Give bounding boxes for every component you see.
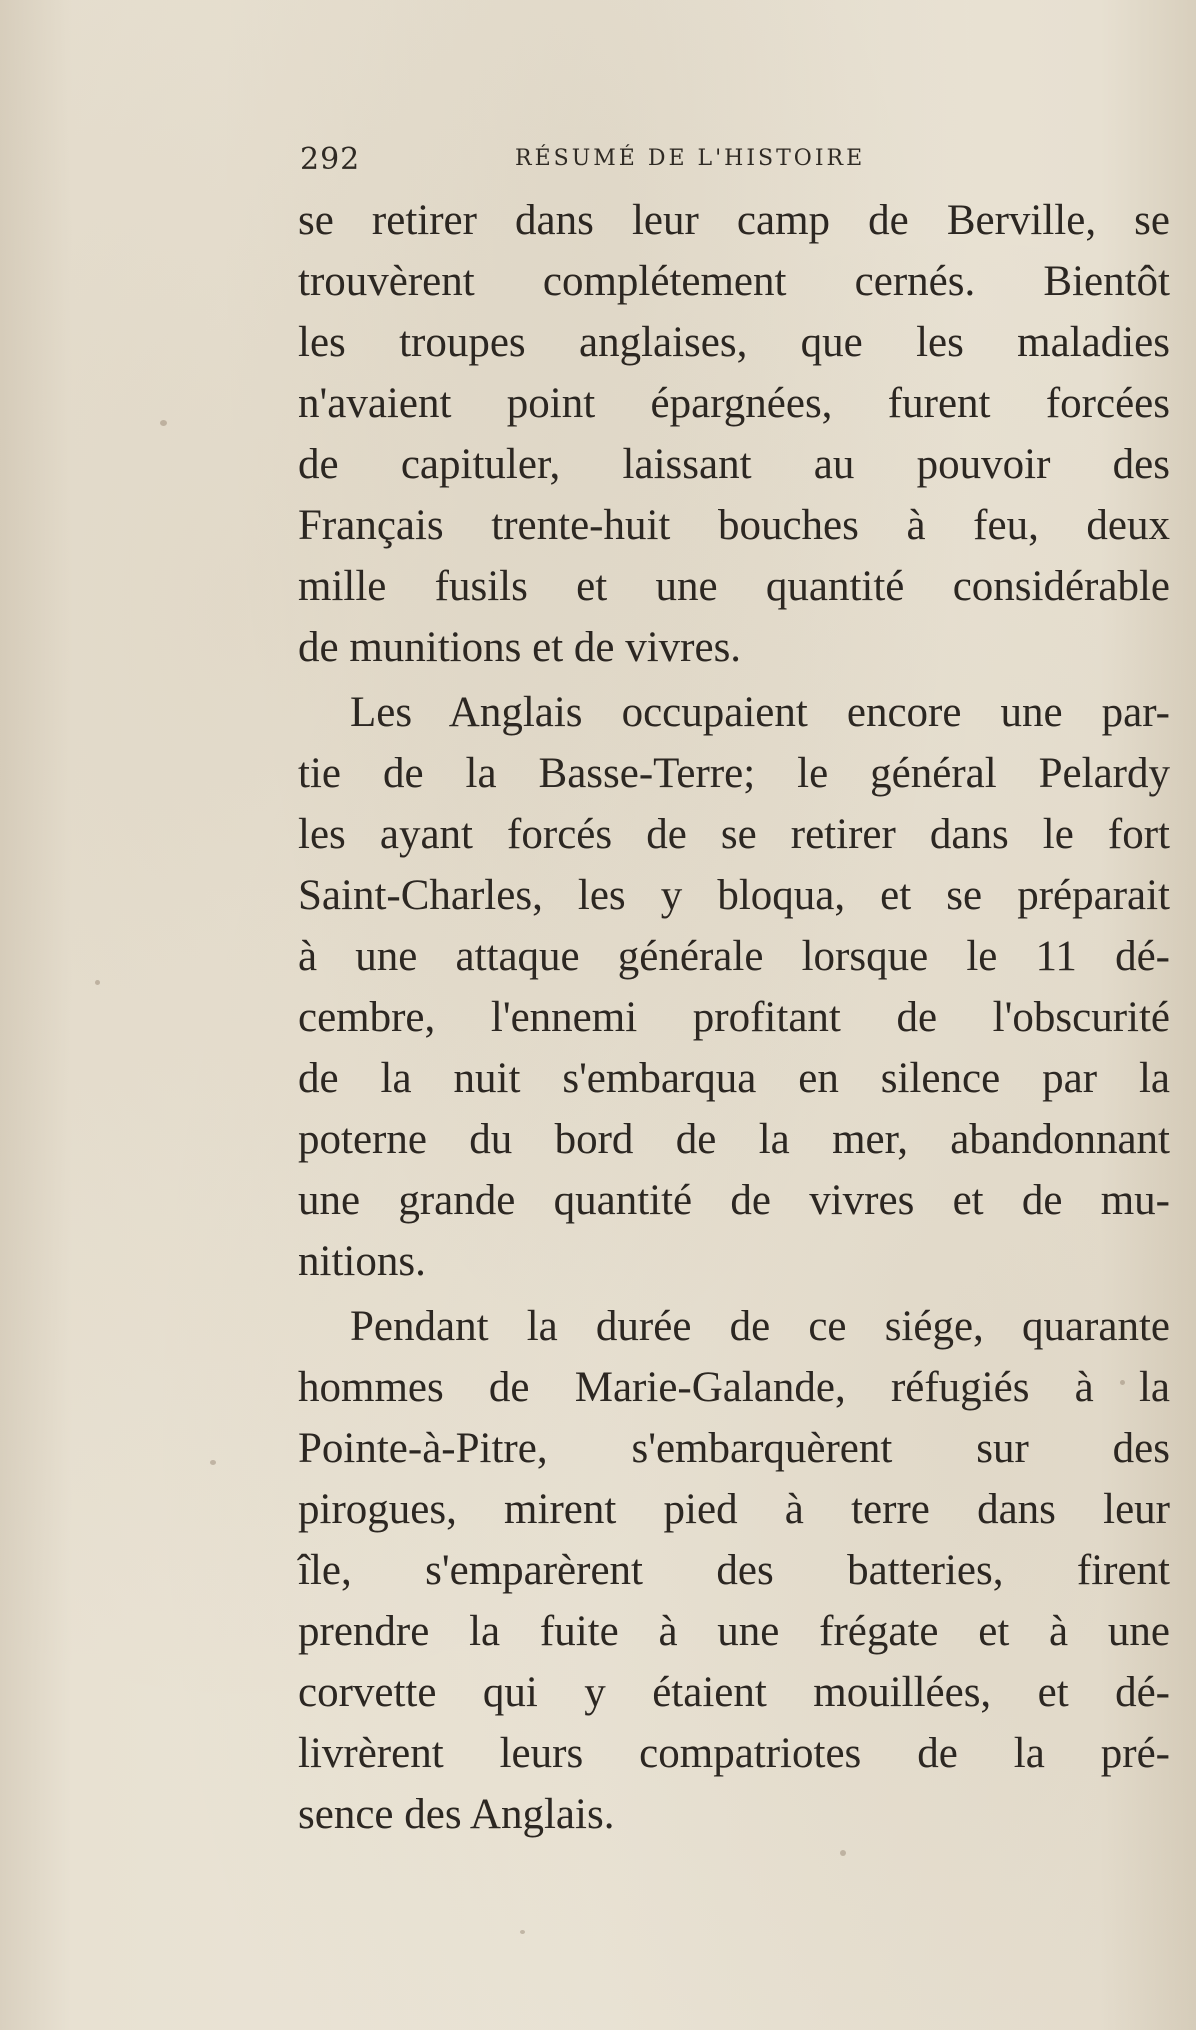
text-line: les ayant forcés de se retirer dans le fort: [298, 811, 1170, 858]
paper-speck: [840, 1850, 846, 1856]
text-line: une grande quantité de vivres et de mu-: [298, 1177, 1170, 1224]
text-line: île, s'emparèrent des batteries, firent: [298, 1547, 1170, 1594]
text-line: se retirer dans leur camp de Berville, se: [298, 197, 1170, 244]
text-line: poterne du bord de la mer, abandonnant: [298, 1116, 1170, 1163]
paragraph: [298, 1296, 1170, 1845]
text-line: prendre la fuite à une frégate et à une: [298, 1608, 1170, 1655]
text-line: à une attaque générale lorsque le 11 dé-: [298, 933, 1170, 980]
text-line: de capituler, laissant au pouvoir des: [298, 441, 1170, 488]
paper-speck: [520, 1930, 525, 1934]
page-number: 292: [300, 142, 361, 177]
text-line: pirogues, mirent pied à terre dans leur: [298, 1486, 1170, 1533]
text-line: Saint-Charles, les y bloqua, et se préparait: [298, 872, 1170, 919]
paragraph: [298, 682, 1170, 1292]
text-line: Français trente-huit bouches à feu, deux: [298, 502, 1170, 549]
text-line: nitions.: [298, 1238, 426, 1285]
text-line: trouvèrent complétement cernés. Bientôt: [298, 258, 1170, 305]
running-head: RÉSUMÉ DE L'HISTOIRE: [515, 146, 866, 171]
text-line: de munitions et de vivres.: [298, 624, 742, 671]
paper-speck: [160, 420, 167, 426]
paragraph: [298, 190, 1170, 678]
body-text: [298, 190, 1170, 1849]
text-line: Les Anglais occupaient encore une par-: [350, 689, 1170, 736]
page-header: [300, 142, 960, 186]
text-line: livrèrent leurs compatriotes de la pré-: [298, 1730, 1170, 1777]
text-line: hommes de Marie-Galande, réfugiés à la: [298, 1364, 1170, 1411]
text-line: les troupes anglaises, que les maladies: [298, 319, 1170, 366]
text-line: tie de la Basse-Terre; le général Pelardy: [298, 750, 1170, 797]
text-line: cembre, l'ennemi profitant de l'obscurité: [298, 994, 1170, 1041]
paper-speck: [210, 1460, 216, 1465]
paper-speck: [95, 980, 100, 985]
text-line: Pointe-à-Pitre, s'embarquèrent sur des: [298, 1425, 1170, 1472]
text-line: n'avaient point épargnées, furent forcées: [298, 380, 1170, 427]
text-line: Pendant la durée de ce siége, quarante: [350, 1303, 1170, 1350]
text-line: sence des Anglais.: [298, 1791, 615, 1838]
text-line: corvette qui y étaient mouillées, et dé-: [298, 1669, 1170, 1716]
text-line: de la nuit s'embarqua en silence par la: [298, 1055, 1170, 1102]
text-line: mille fusils et une quantité considérable: [298, 563, 1170, 610]
